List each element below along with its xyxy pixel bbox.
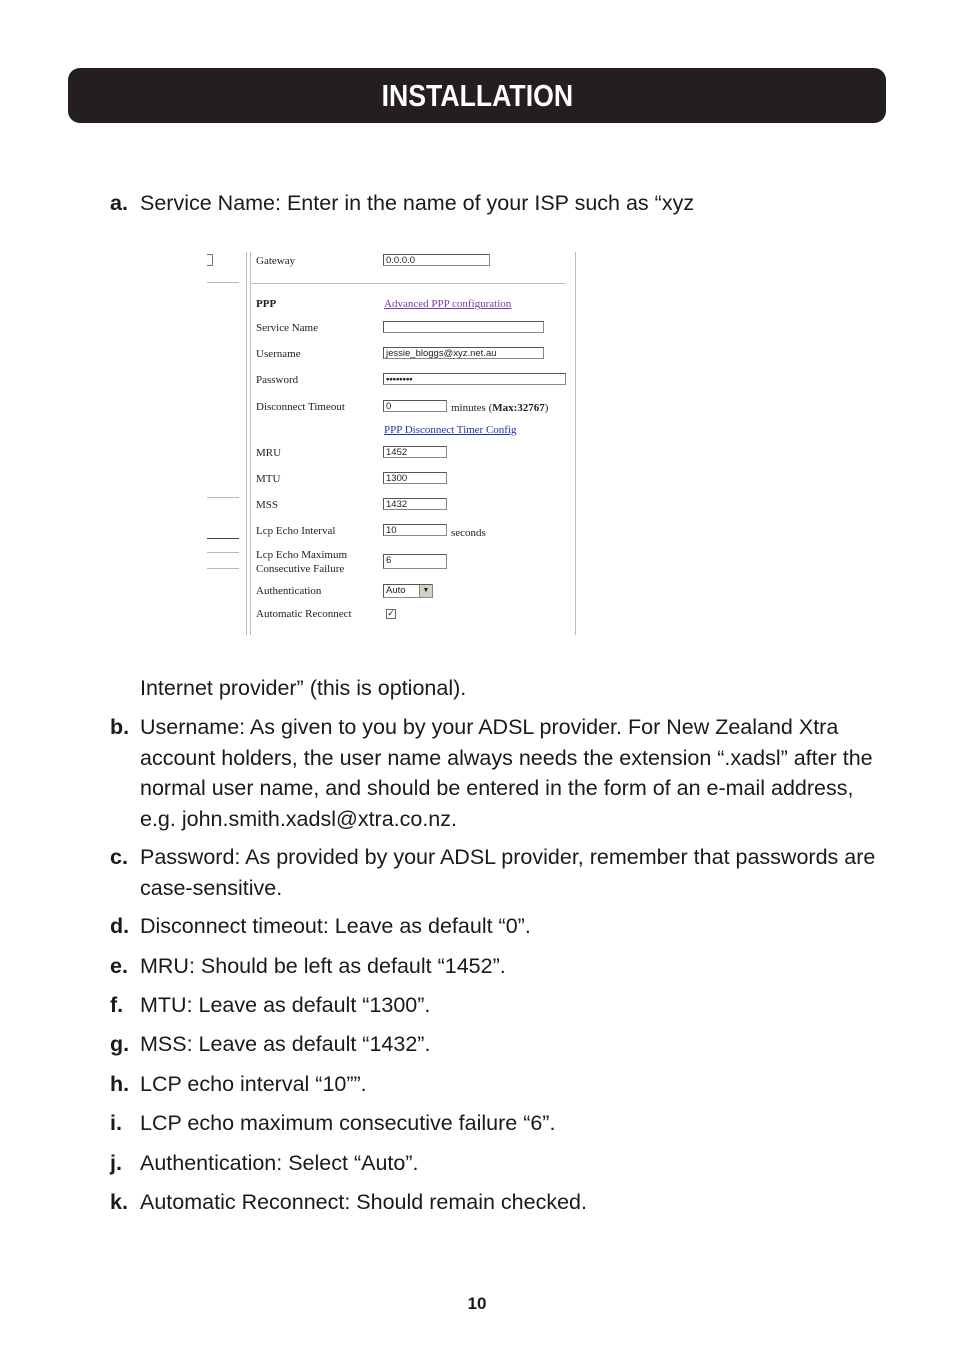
item-letter: e.	[110, 954, 128, 978]
lcp-max-label-line2: Consecutive Failure	[256, 563, 345, 575]
seconds-note: seconds	[451, 527, 486, 539]
divider	[207, 282, 239, 283]
divider	[207, 538, 239, 539]
minutes-note: minutes (Max:32767)	[451, 402, 549, 414]
username-field[interactable]: jessie_bloggs@xyz.net.au	[383, 347, 544, 359]
item-letter: h.	[110, 1072, 130, 1096]
lcp-max-field[interactable]: 6	[383, 554, 447, 569]
authentication-label: Authentication	[256, 585, 322, 597]
lcp-max-label-line1: Lcp Echo Maximum	[256, 549, 348, 561]
authentication-value: Auto	[386, 585, 406, 596]
divider	[250, 252, 251, 635]
item-text: MSS: Leave as default “1432”.	[140, 1032, 431, 1056]
gateway-field[interactable]: 0.0.0.0	[383, 254, 490, 266]
gateway-label: Gateway	[256, 255, 296, 267]
divider	[246, 252, 247, 635]
disconnect-timeout-field[interactable]: 0	[383, 400, 447, 412]
ppp-heading: PPP	[256, 298, 277, 310]
item-letter: f.	[110, 993, 124, 1017]
page-number: 10	[467, 1294, 487, 1313]
automatic-reconnect-checkbox[interactable]: ✓	[387, 609, 395, 619]
item-text: Automatic Reconnect: Should remain checked.	[140, 1190, 587, 1214]
router-settings-screenshot	[207, 252, 577, 635]
item-text: Username: As given to you by your ADSL provider. For New Zealand Xtra account holders, the user name always needs the extension “.xadsl” after the normal user name, and should be entered in the form of an e-mail address, e.g. john.smith.xadsl@xtra.co.nz.	[140, 715, 873, 831]
divider	[207, 568, 239, 569]
lcp-interval-field[interactable]: 10	[383, 524, 447, 536]
divider	[575, 252, 576, 635]
item-text: LCP echo maximum consecutive failure “6”.	[140, 1111, 556, 1135]
item-text: Internet provider” (this is optional).	[140, 676, 467, 700]
mru-label: MRU	[256, 447, 282, 459]
automatic-reconnect-label: Automatic Reconnect	[256, 608, 352, 620]
password-label: Password	[256, 374, 299, 386]
password-field[interactable]: ••••••••	[383, 373, 566, 385]
item-letter: a.	[110, 191, 128, 215]
section-banner	[68, 68, 886, 123]
item-letter: b.	[110, 715, 130, 739]
divider	[207, 497, 239, 498]
service-name-field[interactable]	[383, 321, 544, 333]
item-text: Service Name: Enter in the name of your ISP such as “xyz	[140, 191, 695, 215]
item-text: LCP echo interval “10””.	[140, 1072, 367, 1096]
lcp-interval-label: Lcp Echo Interval	[256, 525, 336, 537]
mss-label: MSS	[256, 499, 279, 511]
mtu-label: MTU	[256, 473, 281, 485]
mss-field[interactable]: 1432	[383, 498, 447, 510]
disconnect-timeout-label: Disconnect Timeout	[256, 401, 345, 413]
item-text: Authentication: Select “Auto”.	[140, 1151, 419, 1175]
advanced-ppp-link[interactable]: Advanced PPP configuration	[384, 298, 512, 310]
item-text: Password: As provided by your ADSL provider, remember that passwords are case-sensitive.	[140, 845, 876, 900]
mru-field[interactable]: 1452	[383, 446, 447, 458]
disconnect-timer-link[interactable]: PPP Disconnect Timer Config	[384, 424, 517, 436]
item-letter: g.	[110, 1032, 130, 1056]
chevron-down-icon[interactable]: ▼	[419, 585, 432, 597]
item-letter: j.	[110, 1151, 122, 1175]
divider	[252, 283, 566, 284]
item-text: Disconnect timeout: Leave as default “0”.	[140, 914, 531, 938]
mtu-field[interactable]: 1300	[383, 472, 447, 484]
item-text: MTU: Leave as default “1300”.	[140, 993, 431, 1017]
item-letter: i.	[110, 1111, 122, 1135]
item-text: MRU: Should be left as default “1452”.	[140, 954, 506, 978]
item-letter: d.	[110, 914, 130, 938]
username-label: Username	[256, 348, 301, 360]
cut-off-control	[207, 254, 213, 266]
service-name-label: Service Name	[256, 322, 318, 334]
item-letter: c.	[110, 845, 128, 869]
section-title: INSTALLATION	[381, 77, 573, 113]
authentication-select[interactable]	[383, 584, 433, 598]
item-letter: k.	[110, 1190, 128, 1214]
divider	[207, 552, 239, 553]
